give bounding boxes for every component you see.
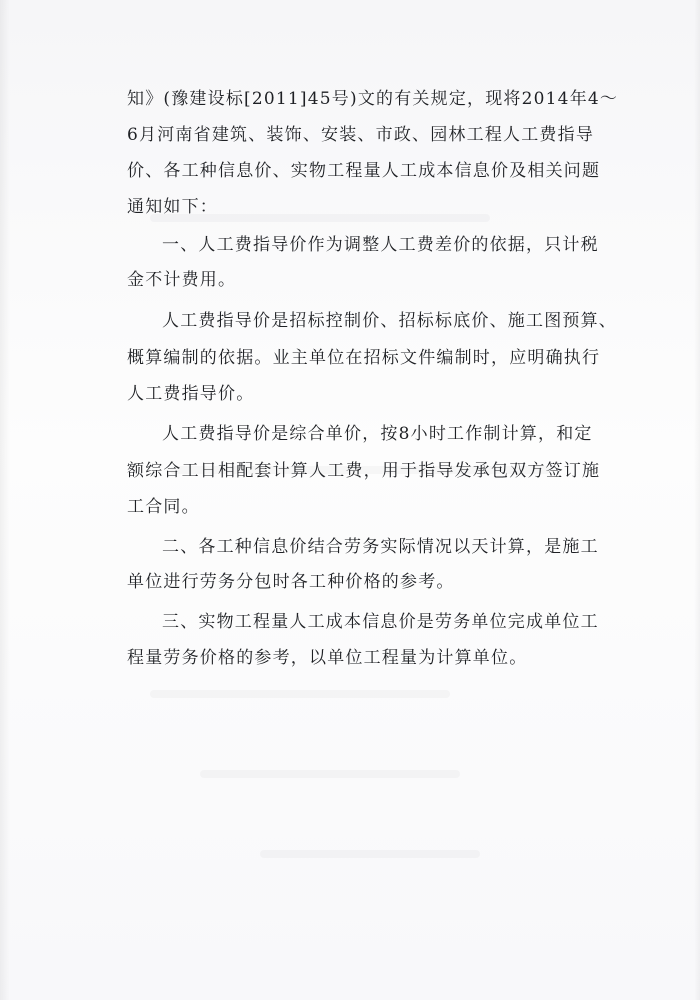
paragraph-line: 金不计费用。	[127, 270, 237, 290]
paragraph-line: 三、实物工程量人工成本信息价是劳务单位完成单位工	[162, 612, 599, 632]
paragraph-line: 单位进行劳务分包时各工种价格的参考。	[127, 572, 455, 592]
paragraph-line: 工合同。	[127, 497, 200, 517]
show-through-mark	[260, 850, 480, 858]
paragraph-line: 价、各工种信息价、实物工程量人工成本信息价及相关问题	[127, 161, 601, 181]
page-edge-shadow	[694, 0, 700, 1000]
paragraph-line: 额综合工日相配套计算人工费，用于指导发承包双方签订施	[127, 461, 601, 481]
show-through-mark	[200, 770, 460, 778]
paragraph-line: 人工费指导价是招标控制价、招标标底价、施工图预算、	[162, 311, 617, 331]
paragraph-line: 6月河南省建筑、装饰、安装、市政、园林工程人工费指导	[127, 125, 595, 145]
paragraph-line: 二、各工种信息价结合劳务实际情况以天计算，是施工	[162, 537, 599, 557]
paragraph-line: 知》(豫建设标[2011]45号)文的有关规定，现将2014年4～	[127, 89, 619, 109]
show-through-mark	[150, 690, 450, 698]
paragraph-line: 一、人工费指导价作为调整人工费差价的依据，只计税	[162, 235, 599, 255]
paragraph-line: 程量劳务价格的参考，以单位工程量为计算单位。	[127, 648, 528, 668]
paragraph-line: 通知如下：	[127, 197, 218, 217]
paragraph-line: 人工费指导价是综合单价，按8小时工作制计算，和定	[162, 424, 593, 444]
paragraph-line: 概算编制的依据。业主单位在招标文件编制时，应明确执行	[127, 348, 601, 368]
paragraph-line: 人工费指导价。	[127, 384, 255, 404]
